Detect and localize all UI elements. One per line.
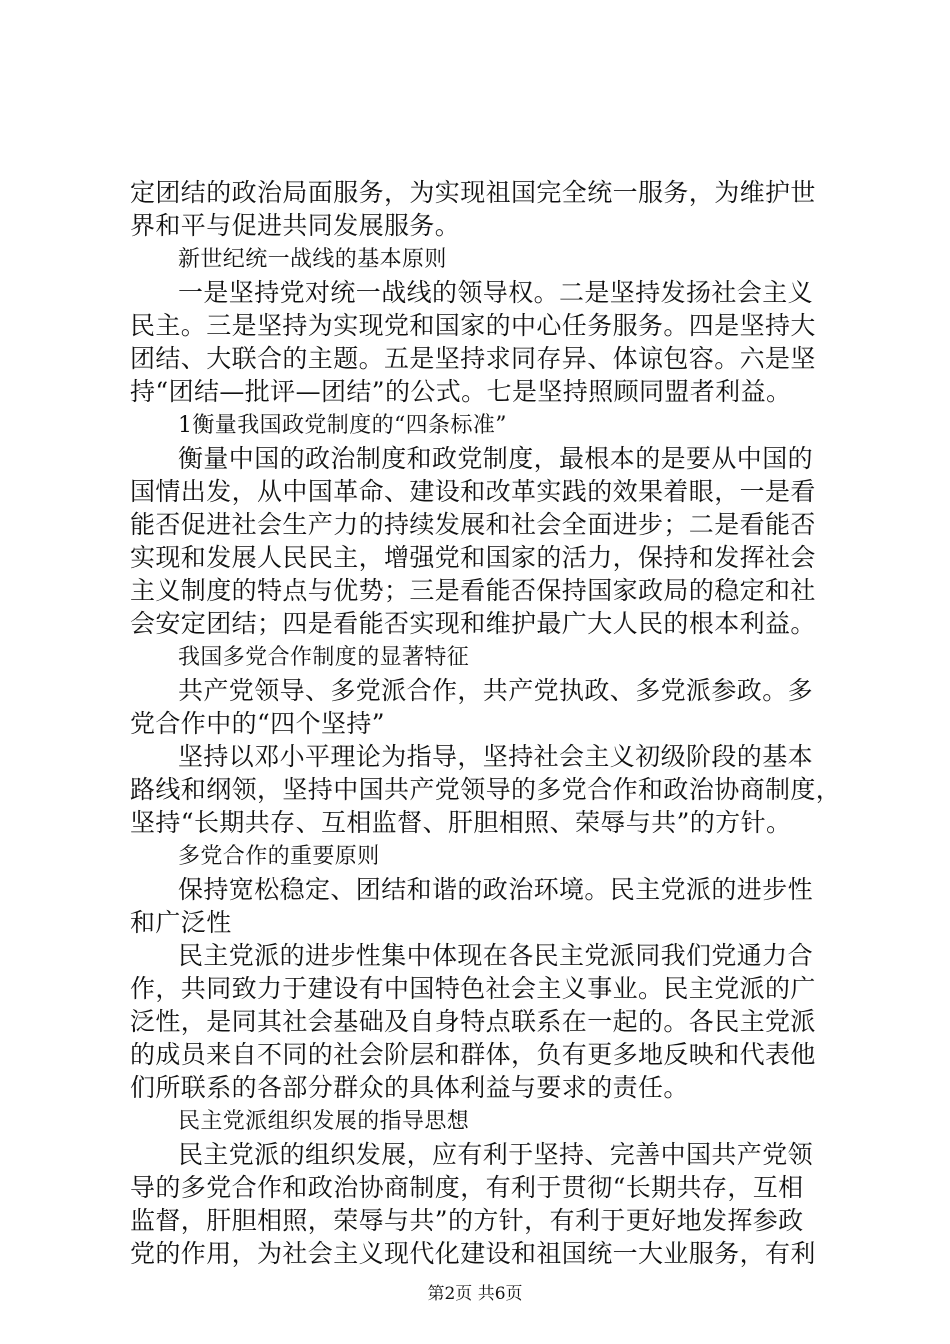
body-text-line: 团结、大联合的主题。五是坚持求同存异、体谅包容。六是坚: [130, 344, 816, 373]
body-text-line: 共产党领导、多党派合作，共产党执政、多党派参政。多: [178, 676, 814, 705]
body-text-line: 的成员来自不同的社会阶层和群体，负有更多地反映和代表他: [130, 1040, 816, 1069]
body-text-line: 监督，肝胆相照，荣辱与共”的方针，有利于更好地发挥参政: [130, 1206, 804, 1235]
body-text-line: 民主。三是坚持为实现党和国家的中心任务服务。四是坚持大: [130, 311, 816, 340]
body-text-line: 民主党派的进步性集中体现在各民主党派同我们党通力合: [178, 941, 814, 970]
body-text-line: 衡量中国的政治制度和政党制度，最根本的是要从中国的: [178, 444, 814, 473]
body-text-line: 定团结的政治局面服务，为实现祖国完全统一服务，为维护世: [130, 178, 816, 207]
body-text-line: 泛性，是同其社会基础及自身特点联系在一起的。各民主党派: [130, 1007, 816, 1036]
section-heading: 民主党派组织发展的指导思想: [178, 1109, 470, 1134]
body-text-line: 持“团结—批评—团结”的公式。七是坚持照顾同盟者利益。: [130, 377, 792, 406]
page-number-footer: 第2页 共6页: [427, 1284, 523, 1304]
body-text-line: 导的多党合作和政治协商制度，有利于贯彻“长期共存，互相: [130, 1173, 804, 1202]
section-heading: 新世纪统一战线的基本原则: [178, 247, 447, 272]
body-text-line: 坚持以邓小平理论为指导，坚持社会主义初级阶段的基本: [178, 742, 814, 771]
section-heading: 我国多党合作制度的显著特征: [178, 645, 470, 670]
body-text-line: 作，共同致力于建设有中国特色社会主义事业。民主党派的广: [130, 974, 816, 1003]
body-text-line: 们所联系的各部分群众的具体利益与要求的责任。: [130, 1073, 689, 1102]
body-text-line: 保持宽松稳定、团结和谐的政治环境。民主党派的进步性: [178, 875, 814, 904]
body-text-line: 坚持“长期共存、互相监督、肝胆相照、荣辱与共”的方针。: [130, 808, 792, 837]
body-text-line: 能否促进社会生产力的持续发展和社会全面进步；二是看能否: [130, 510, 816, 539]
body-text-line: 界和平与促进共同发展服务。: [130, 211, 461, 240]
body-text-line: 国情出发，从中国革命、建设和改革实践的效果着眼，一是看: [130, 477, 816, 506]
body-text-line: 党的作用，为社会主义现代化建设和祖国统一大业服务，有利: [130, 1239, 816, 1268]
body-text-line: 和广泛性: [130, 908, 232, 937]
section-heading: 多党合作的重要原则: [178, 844, 380, 869]
body-text-line: 路线和纲领，坚持中国共产党领导的多党合作和政治协商制度，: [130, 775, 842, 804]
section-heading: 1衡量我国政党制度的“四条标准”: [178, 413, 507, 438]
body-text-line: 会安定团结；四是看能否实现和维护最广大人民的根本利益。: [130, 609, 816, 638]
body-text-line: 一是坚持党对统一战线的领导权。二是坚持发扬社会主义: [178, 278, 814, 307]
body-text-line: 实现和发展人民民主，增强党和国家的活力，保持和发挥社会: [130, 543, 816, 572]
body-text-line: 主义制度的特点与优势；三是看能否保持国家政局的稳定和社: [130, 576, 816, 605]
body-text-line: 民主党派的组织发展，应有利于坚持、完善中国共产党领: [178, 1140, 814, 1169]
body-text-line: 党合作中的“四个坚持”: [130, 709, 385, 738]
